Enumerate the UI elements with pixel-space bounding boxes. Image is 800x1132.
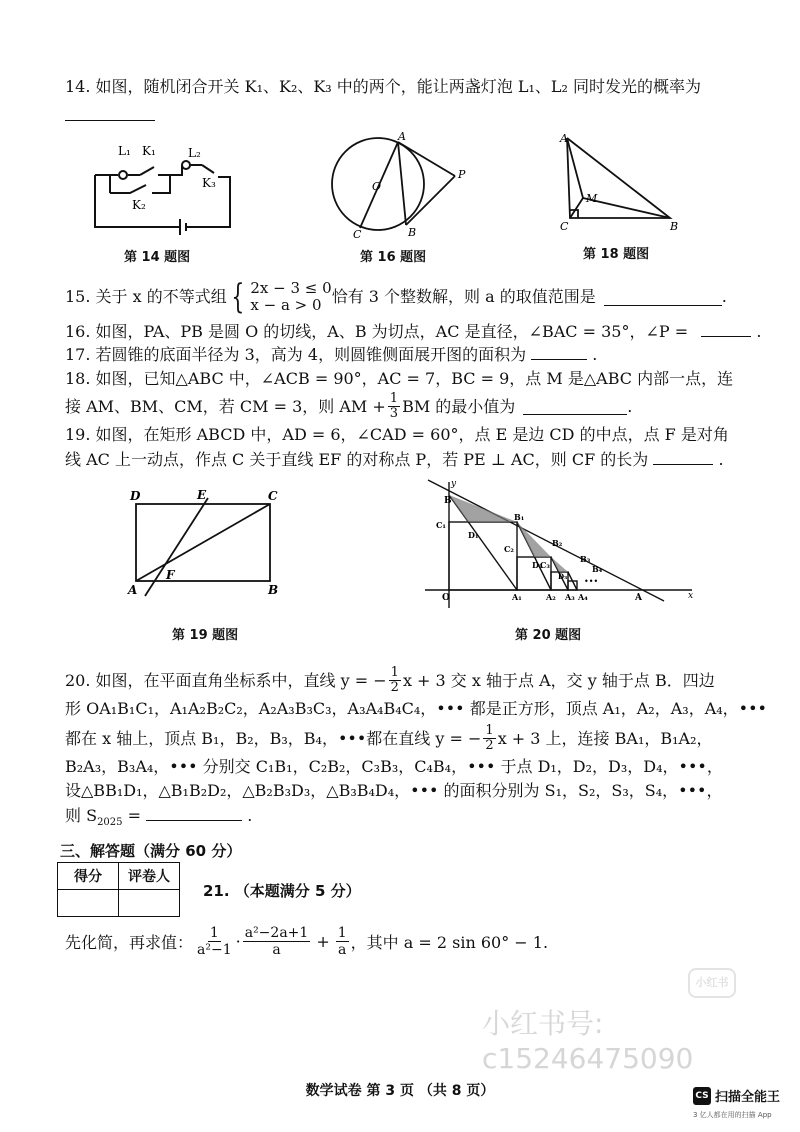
question-20-line-2: 形 OA₁B₁C₁，A₁A₂B₂C₂，A₂A₃B₃C₃，A₃A₄B₄C₄，••• 都是正方形，顶点 A₁，A₂，A₃，A₄，••• — [65, 699, 767, 718]
fraction-denominator: a — [272, 942, 281, 958]
period: . — [721, 287, 727, 306]
question-14 — [65, 76, 701, 98]
label-C3: C₃ — [540, 560, 550, 570]
label-B1: B₁ — [514, 512, 525, 522]
grader-header: 评卷人 — [119, 863, 180, 890]
question-16 — [65, 320, 761, 343]
fraction-numerator: 1 — [390, 665, 399, 680]
label-P: P — [458, 168, 466, 181]
fraction-numerator: a²−2a+1 — [244, 925, 309, 941]
label-B4: B₄ — [592, 564, 603, 574]
section-3-title: 三、解答题（满分 60 分） — [60, 842, 242, 860]
question-17-text: 17. 若圆锥的底面半径为 3，高为 4，则圆锥侧面展开图的面积为 — [65, 345, 527, 364]
multiply-dot: · — [235, 932, 241, 951]
question-18-text-b: BM 的最小值为 — [402, 396, 516, 416]
question-21-title: 21. （本题满分 5 分） — [203, 882, 361, 900]
watermark-text: 小红书号: c15246475090 — [482, 1007, 694, 1075]
fraction-denominator: 3 — [389, 406, 399, 421]
question-15-suffix: 恰有 3 个整数解，则 a 的取值范围是 — [331, 287, 596, 306]
question-15-prefix: 15. 关于 x 的不等式组 — [65, 287, 227, 306]
label-D: D — [130, 489, 141, 503]
answer-blank-14 — [65, 104, 155, 127]
label-B: B — [444, 496, 452, 506]
blank-line — [701, 320, 751, 337]
label-K3: K₃ — [202, 176, 216, 190]
label-A: A — [560, 132, 568, 145]
scanner-app-name: 扫描全能王 — [715, 1090, 781, 1105]
label-L1: L₁ — [118, 144, 131, 158]
label-B3: B₃ — [580, 554, 591, 564]
label-B: B — [408, 226, 417, 239]
question-20-text-a: 20. 如图，在平面直角坐标系中，直线 y = − — [65, 670, 387, 690]
inequality-system — [227, 277, 332, 317]
subscript-2025: 2025 — [97, 817, 123, 829]
score-table — [57, 862, 180, 917]
label-x: x — [688, 591, 694, 601]
question-21 — [65, 925, 548, 958]
figure-19-caption: 第 19 题图 — [172, 628, 239, 643]
score-header: 得分 — [58, 863, 119, 890]
cs-logo-icon: CS — [693, 1087, 711, 1105]
fraction-denominator: a²−1 — [197, 942, 232, 958]
question-16-text: 16. 如图，PA、PB 是圆 O 的切线，A、B 为切点，AC 是直径，∠BAC = 35°，∠P = — [65, 322, 689, 341]
blank-line — [604, 289, 722, 306]
scanner-tagline: 3 亿人都在用的扫描 App — [693, 1111, 772, 1119]
period: . — [592, 345, 598, 364]
label-L2: L₂ — [188, 146, 201, 160]
squares-on-line-diagram — [420, 476, 700, 610]
label-B: B — [268, 583, 279, 597]
question-20-line-1 — [65, 666, 715, 695]
fraction-numerator: 1 — [485, 723, 494, 738]
question-19-line-2 — [65, 448, 724, 471]
fraction-numerator: 1 — [337, 925, 347, 941]
inequality-row-2: x − a > 0 — [250, 296, 322, 314]
plus-sign: + — [316, 932, 330, 951]
circuit-diagram — [90, 135, 240, 235]
blank-line — [65, 104, 155, 121]
question-21-suffix: ，其中 a = 2 sin 60° − 1. — [350, 933, 549, 952]
label-y: y — [451, 479, 457, 489]
figure-14 — [90, 135, 240, 235]
period: . — [627, 396, 633, 416]
label-A: A — [128, 583, 138, 597]
watermark-badge: 小红书 — [688, 968, 736, 998]
label-A1: A₁ — [512, 592, 522, 602]
label-D2: D₂ — [532, 560, 543, 570]
question-20-text-d: x + 3 上，连接 BA₁，B₁A₂， — [497, 728, 713, 748]
fraction-one-half — [389, 666, 401, 695]
circle-tangent-diagram — [320, 128, 480, 240]
blank-line — [523, 398, 627, 415]
period: . — [247, 806, 253, 825]
label-C: C — [560, 220, 569, 233]
question-14-text: 14. 如图，随机闭合开关 K₁、K₂、K₃ 中的两个，能让两盏灯泡 L₁、L₂ 同时发光的概率为 — [65, 77, 702, 96]
label-C: C — [353, 228, 362, 240]
label-D3: D₃ — [558, 572, 568, 581]
question-17 — [65, 343, 597, 366]
question-19-line-1: 19. 如图，在矩形 ABCD 中，AD = 6，∠CAD = 60°，点 E 是边 CD 的中点，点 F 是对角 — [65, 425, 729, 444]
equals: = — [122, 806, 142, 825]
fraction-2 — [243, 925, 311, 958]
question-20-line-6 — [65, 804, 252, 834]
fraction-numerator: 1 — [209, 925, 219, 941]
fraction-one-half — [483, 724, 495, 753]
label-D1: D₁ — [468, 530, 479, 540]
question-18-line-1: 18. 如图，已知△ABC 中，∠ACB = 90°，AC = 7，BC = 9，点 M 是△ABC 内部一点，连 — [65, 369, 734, 388]
figure-16-caption: 第 16 题图 — [360, 250, 427, 265]
figure-18-caption: 第 18 题图 — [583, 247, 650, 262]
figure-19 — [120, 484, 290, 604]
fraction-one-third — [388, 392, 400, 421]
score-cell — [58, 890, 119, 917]
label-C: C — [268, 489, 278, 503]
figure-16 — [320, 128, 480, 240]
triangle-diagram — [550, 130, 690, 240]
label-O: O — [442, 593, 450, 603]
fraction-denominator: 2 — [485, 738, 494, 753]
blank-line — [531, 343, 587, 360]
question-20-text-b: x + 3 交 x 轴于点 A，交 y 轴于点 B．四边 — [402, 670, 715, 690]
label-A2: A₂ — [546, 592, 556, 602]
fraction-denominator: 2 — [390, 680, 399, 695]
rectangle-diagram — [120, 484, 290, 604]
label-M: M — [586, 192, 598, 205]
dots: ••• — [584, 577, 599, 586]
label-A: A — [635, 593, 642, 603]
question-20-line-3 — [65, 724, 713, 753]
label-E: E — [197, 488, 207, 502]
label-O: O — [372, 180, 382, 193]
label-B: B — [670, 220, 679, 233]
label-K1: K₁ — [142, 144, 156, 158]
question-18-line-2 — [65, 392, 632, 421]
label-C1: C₁ — [436, 520, 446, 530]
fraction-numerator: 1 — [389, 391, 399, 406]
question-19-text: 线 AC 上一动点，作点 C 关于直线 EF 的对称点 P，若 PE ⊥ AC，则 CF 的长为 — [65, 450, 649, 469]
figure-20-caption: 第 20 题图 — [515, 628, 582, 643]
inequality-row-1: 2x − 3 ≤ 0 — [250, 279, 332, 297]
label-F: F — [166, 568, 175, 582]
period: . — [718, 450, 724, 469]
question-20-text-c: 都在 x 轴上，顶点 B₁，B₂，B₃，B₄，•••都在直线 y = − — [65, 728, 482, 748]
label-A4: A₄ — [578, 592, 588, 602]
brace-icon: { — [231, 277, 245, 317]
label-K2: K₂ — [132, 198, 146, 212]
question-20-line-4: B₂A₃，B₃A₄，••• 分别交 C₁B₁，C₂B₂，C₃B₃，C₄B₄，••• 于点 D₁，D₂，D₃，D₄，•••， — [65, 757, 723, 776]
question-20-text-e: 则 S — [65, 806, 98, 825]
question-20-line-5: 设△BB₁D₁，△B₁B₂D₂，△B₂B₃D₃，△B₃B₄D₄，••• 的面积分别为 S₁，S₂，S₃，S₄，•••， — [65, 781, 723, 800]
scanner-logo — [693, 1086, 780, 1105]
fraction-1 — [195, 925, 234, 958]
label-C2: C₂ — [504, 544, 514, 554]
label-A: A — [398, 130, 406, 143]
figure-18 — [550, 130, 690, 240]
question-18-text-a: 接 AM、BM、CM，若 CM = 3，则 AM + — [65, 396, 386, 416]
grader-cell — [119, 890, 180, 917]
period: . — [756, 322, 762, 341]
question-15 — [65, 277, 727, 317]
blank-line — [653, 448, 713, 465]
page-footer: 数学试卷 第 3 页 （共 8 页） — [305, 1083, 495, 1099]
blank-line — [146, 804, 242, 821]
label-A3: A₃ — [565, 592, 575, 602]
fraction-denominator: a — [338, 942, 347, 958]
label-B2: B₂ — [552, 538, 563, 548]
question-21-prefix: 先化简，再求值： — [65, 933, 194, 952]
fraction-3 — [336, 925, 349, 958]
figure-14-caption: 第 14 题图 — [124, 250, 191, 265]
figure-20 — [420, 476, 700, 610]
